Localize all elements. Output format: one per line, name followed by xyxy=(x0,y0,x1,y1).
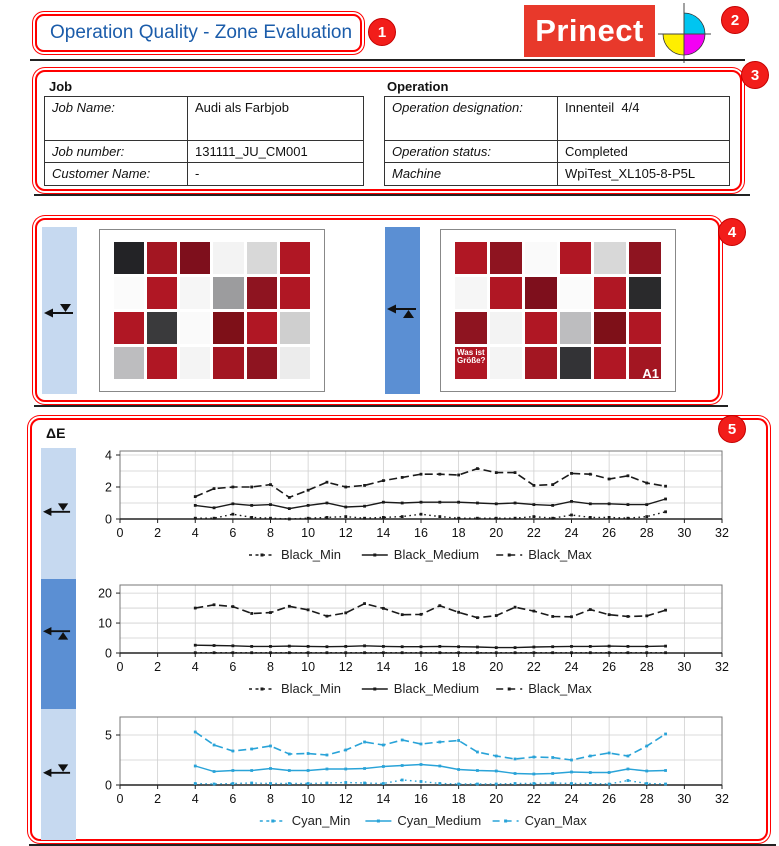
table-row xyxy=(45,141,364,163)
svg-text:Black_Medium: Black_Medium xyxy=(393,681,480,696)
preview-tile xyxy=(180,347,210,379)
front-side-bar xyxy=(42,227,77,394)
svg-text:22: 22 xyxy=(526,526,541,540)
svg-text:4: 4 xyxy=(191,660,199,674)
preview-tile xyxy=(455,242,487,274)
svg-text:32: 32 xyxy=(715,792,729,806)
svg-text:8: 8 xyxy=(267,526,274,540)
preview-tile xyxy=(147,277,177,309)
svg-text:30: 30 xyxy=(677,526,692,540)
preview-tile xyxy=(560,312,592,344)
front-side-icon xyxy=(43,757,71,783)
svg-text:14: 14 xyxy=(376,526,391,540)
front-side-icon xyxy=(44,297,74,323)
svg-text:30: 30 xyxy=(677,792,692,806)
svg-text:12: 12 xyxy=(338,526,353,540)
svg-text:24: 24 xyxy=(564,792,579,806)
header-divider xyxy=(30,59,745,61)
preview-tile xyxy=(147,347,177,379)
machine-value: WpiTest_XL105-8-P5L xyxy=(558,163,730,186)
preview-tile xyxy=(114,277,144,309)
preview-tile xyxy=(629,242,661,274)
svg-text:Black_Min: Black_Min xyxy=(281,547,341,562)
svg-text:12: 12 xyxy=(338,792,353,806)
operation-status-label: Operation status: xyxy=(385,141,558,163)
callout-1 xyxy=(368,18,396,46)
svg-text:30: 30 xyxy=(677,660,692,674)
svg-text:2: 2 xyxy=(154,660,162,674)
operation-section-header: Operation xyxy=(387,79,449,94)
preview-tile xyxy=(280,347,310,379)
svg-text:0: 0 xyxy=(105,778,112,793)
preview-tile xyxy=(280,242,310,274)
preview-tile xyxy=(180,312,210,344)
preview-tile xyxy=(455,312,487,344)
job-number-label: Job number: xyxy=(45,141,188,163)
preview-tile xyxy=(247,312,277,344)
svg-text:18: 18 xyxy=(451,660,466,674)
svg-text:0: 0 xyxy=(116,660,124,674)
svg-text:6: 6 xyxy=(229,660,237,674)
preview-tile xyxy=(213,277,243,309)
svg-text:5: 5 xyxy=(105,728,112,743)
svg-text:16: 16 xyxy=(414,792,428,806)
preview-tile xyxy=(525,312,557,344)
back-side-icon xyxy=(43,621,71,647)
operation-designation-value: Innenteil 4/4 xyxy=(558,97,730,141)
callout-1-number: 1 xyxy=(377,23,387,41)
preview-tile xyxy=(490,312,522,344)
table-row xyxy=(385,97,730,141)
svg-text:2: 2 xyxy=(154,792,162,806)
svg-text:32: 32 xyxy=(715,660,729,674)
customer-name-value: - xyxy=(188,163,364,186)
cyan-front-chart xyxy=(87,712,747,842)
preview-tile xyxy=(180,242,210,274)
svg-text:26: 26 xyxy=(602,792,617,806)
svg-text:26: 26 xyxy=(602,660,617,674)
job-number-value: 131111_JU_CM001 xyxy=(188,141,364,163)
svg-text:10: 10 xyxy=(301,792,316,806)
table-row xyxy=(45,97,364,141)
color-wheel-icon xyxy=(653,1,715,65)
callout-3-number: 3 xyxy=(750,66,760,84)
operation-designation-label: Operation designation: xyxy=(385,97,558,141)
svg-text:Cyan_Max: Cyan_Max xyxy=(524,813,587,828)
chart3-front-side-bar xyxy=(41,709,76,840)
front-side-icon xyxy=(43,496,71,522)
svg-text:8: 8 xyxy=(267,660,274,674)
chart1-front-side-bar xyxy=(41,448,76,579)
callout-2-number: 2 xyxy=(730,11,740,29)
preview-tile xyxy=(629,312,661,344)
section-shadow xyxy=(34,194,750,196)
svg-text:22: 22 xyxy=(526,660,541,674)
svg-text:24: 24 xyxy=(564,660,579,674)
svg-text:26: 26 xyxy=(602,526,617,540)
preview-tile xyxy=(490,242,522,274)
customer-name-label: Customer Name: xyxy=(45,163,188,186)
preview-tile xyxy=(147,312,177,344)
preview-tile xyxy=(455,347,487,379)
preview-tile xyxy=(629,347,661,379)
preview-tile xyxy=(280,312,310,344)
callout-5-number: 5 xyxy=(727,420,737,438)
svg-text:4: 4 xyxy=(191,526,199,540)
callout-4-number: 4 xyxy=(727,223,737,241)
svg-text:20: 20 xyxy=(98,586,112,601)
job-name-label: Job Name: xyxy=(45,97,188,141)
black-front-chart xyxy=(87,446,747,576)
sheet-preview-front xyxy=(99,229,325,392)
operation-table xyxy=(384,96,730,186)
preview-tile xyxy=(114,242,144,274)
preview-tile xyxy=(490,277,522,309)
preview-text: Was ist Größe? xyxy=(457,348,486,365)
front-preview-mosaic xyxy=(114,242,310,379)
svg-text:18: 18 xyxy=(451,792,466,806)
job-table xyxy=(44,96,364,186)
preview-tile xyxy=(114,312,144,344)
svg-text:16: 16 xyxy=(414,526,428,540)
svg-text:Black_Min: Black_Min xyxy=(281,681,341,696)
svg-text:24: 24 xyxy=(564,526,579,540)
preview-tile xyxy=(560,277,592,309)
preview-tile xyxy=(213,312,243,344)
preview-tile xyxy=(629,277,661,309)
svg-text:0: 0 xyxy=(116,526,124,540)
preview-tile xyxy=(213,347,243,379)
preview-tile xyxy=(147,242,177,274)
svg-text:Cyan_Medium: Cyan_Medium xyxy=(397,813,482,828)
preview-tile xyxy=(455,277,487,309)
callout-2 xyxy=(721,6,749,34)
svg-text:10: 10 xyxy=(301,660,316,674)
svg-text:2: 2 xyxy=(154,526,162,540)
back-preview-mosaic xyxy=(455,242,661,379)
svg-text:12: 12 xyxy=(338,660,353,674)
preview-tile xyxy=(594,347,626,379)
preview-tile xyxy=(114,347,144,379)
preview-tile xyxy=(525,277,557,309)
table-row xyxy=(385,141,730,163)
svg-text:10: 10 xyxy=(301,526,316,540)
svg-text:20: 20 xyxy=(489,660,504,674)
preview-tile xyxy=(560,347,592,379)
preview-tile xyxy=(525,347,557,379)
preview-tile xyxy=(490,347,522,379)
preview-tile xyxy=(280,277,310,309)
preview-tile xyxy=(525,242,557,274)
delta-e-section xyxy=(30,418,768,841)
delta-e-label: ΔE xyxy=(46,425,66,441)
svg-text:28: 28 xyxy=(639,660,654,674)
svg-text:6: 6 xyxy=(229,792,237,806)
sheet-preview-back xyxy=(440,229,676,392)
callout-3 xyxy=(741,61,769,89)
svg-text:0: 0 xyxy=(105,512,112,527)
job-section-header: Job xyxy=(49,79,73,94)
svg-text:0: 0 xyxy=(105,646,112,661)
page-title: Operation Quality - Zone Evaluation xyxy=(50,22,353,43)
svg-text:0: 0 xyxy=(116,792,124,806)
preview-text: A1 xyxy=(642,366,659,381)
preview-tile xyxy=(180,277,210,309)
svg-text:Black_Medium: Black_Medium xyxy=(393,547,480,562)
table-row xyxy=(385,163,730,186)
preview-tile xyxy=(247,277,277,309)
svg-text:28: 28 xyxy=(639,526,654,540)
svg-text:Black_Max: Black_Max xyxy=(528,547,592,562)
svg-text:16: 16 xyxy=(414,660,428,674)
svg-text:2: 2 xyxy=(105,480,112,495)
job-operation-section xyxy=(35,70,742,191)
svg-text:32: 32 xyxy=(715,526,729,540)
section-shadow xyxy=(34,405,728,407)
black-back-chart xyxy=(87,580,747,710)
preview-tile xyxy=(247,347,277,379)
callout-5 xyxy=(718,415,746,443)
svg-text:Black_Max: Black_Max xyxy=(528,681,592,696)
page-title-box xyxy=(35,14,362,52)
preview-tile xyxy=(594,277,626,309)
back-side-icon xyxy=(387,299,417,325)
preview-tile xyxy=(594,242,626,274)
svg-text:14: 14 xyxy=(376,792,391,806)
svg-text:22: 22 xyxy=(526,792,541,806)
machine-label: Machine xyxy=(385,163,558,186)
svg-text:4: 4 xyxy=(191,792,199,806)
sheet-previews-section xyxy=(35,218,720,402)
svg-text:14: 14 xyxy=(376,660,391,674)
prinect-logo xyxy=(524,5,655,57)
preview-tile xyxy=(594,312,626,344)
callout-4 xyxy=(718,218,746,246)
svg-text:4: 4 xyxy=(105,448,112,463)
operation-status-value: Completed xyxy=(558,141,730,163)
svg-text:8: 8 xyxy=(267,792,274,806)
svg-text:18: 18 xyxy=(451,526,466,540)
prinect-logo-text: Prinect xyxy=(535,13,644,48)
preview-tile xyxy=(560,242,592,274)
svg-text:20: 20 xyxy=(489,526,504,540)
svg-text:28: 28 xyxy=(639,792,654,806)
back-side-bar xyxy=(385,227,420,394)
chart2-back-side-bar xyxy=(41,579,76,709)
job-name-value: Audi als Farbjob xyxy=(188,97,364,141)
svg-text:10: 10 xyxy=(98,616,112,631)
svg-text:20: 20 xyxy=(489,792,504,806)
preview-tile xyxy=(213,242,243,274)
preview-tile xyxy=(247,242,277,274)
svg-text:Cyan_Min: Cyan_Min xyxy=(291,813,351,828)
svg-text:6: 6 xyxy=(229,526,237,540)
table-row xyxy=(45,163,364,186)
